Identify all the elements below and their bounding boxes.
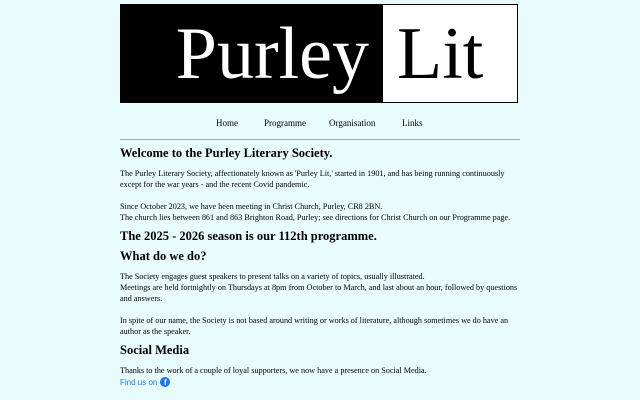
nav-links[interactable]: Links [402, 118, 423, 128]
find-us-label[interactable]: Find us on [120, 377, 158, 387]
season-heading: The 2025 - 2026 season is our 112th programme. [120, 229, 377, 243]
facebook-link[interactable] [120, 377, 520, 387]
main-nav [120, 118, 520, 132]
venue-line-1: Since October 2023, we have been meeting in Christ Church, Purley, CR8 2BN. [120, 202, 383, 211]
banner-right-text: Lit [397, 12, 484, 95]
welcome-heading: Welcome to the Purley Literary Society. [120, 146, 333, 160]
banner-left-panel [121, 5, 383, 102]
intro-paragraph: The Purley Literary Society, affectionately known as 'Purley Lit,' started in 1901, and has being running continuously except for the war years - and the recent Covid pandemic. [120, 169, 505, 189]
site-banner [120, 4, 518, 103]
banner-left-text: Purley [175, 12, 369, 95]
what-heading: What do we do? [120, 249, 207, 263]
nav-programme[interactable]: Programme [264, 118, 306, 128]
banner-right-panel [383, 5, 517, 102]
social-text: Thanks to the work of a couple of loyal supporters, we now have a presence on Social Media. [120, 366, 427, 375]
what-paragraph-2: In spite of our name, the Society is not based around writing or works of literature, although sometimes we do have an author as the speaker. [120, 316, 509, 336]
venue-line-2: The church lies between 861 and 863 Brighton Road, Purley; see directions for Christ Church on our Programme page. [120, 213, 511, 222]
nav-organisation[interactable]: Organisation [329, 118, 376, 128]
what-paragraph-1b: Meetings are held fortnightly on Thursdays at 8pm from October to March, and last about an hour, followed by questions and answers. [120, 283, 518, 303]
nav-divider [120, 139, 520, 140]
main-content [120, 146, 520, 387]
nav-home[interactable]: Home [216, 118, 238, 128]
social-heading: Social Media [120, 343, 190, 357]
what-paragraph-1a: The Society engages guest speakers to present talks on a variety of topics, usually illustrated. [120, 272, 425, 281]
facebook-icon[interactable]: f [160, 377, 170, 387]
